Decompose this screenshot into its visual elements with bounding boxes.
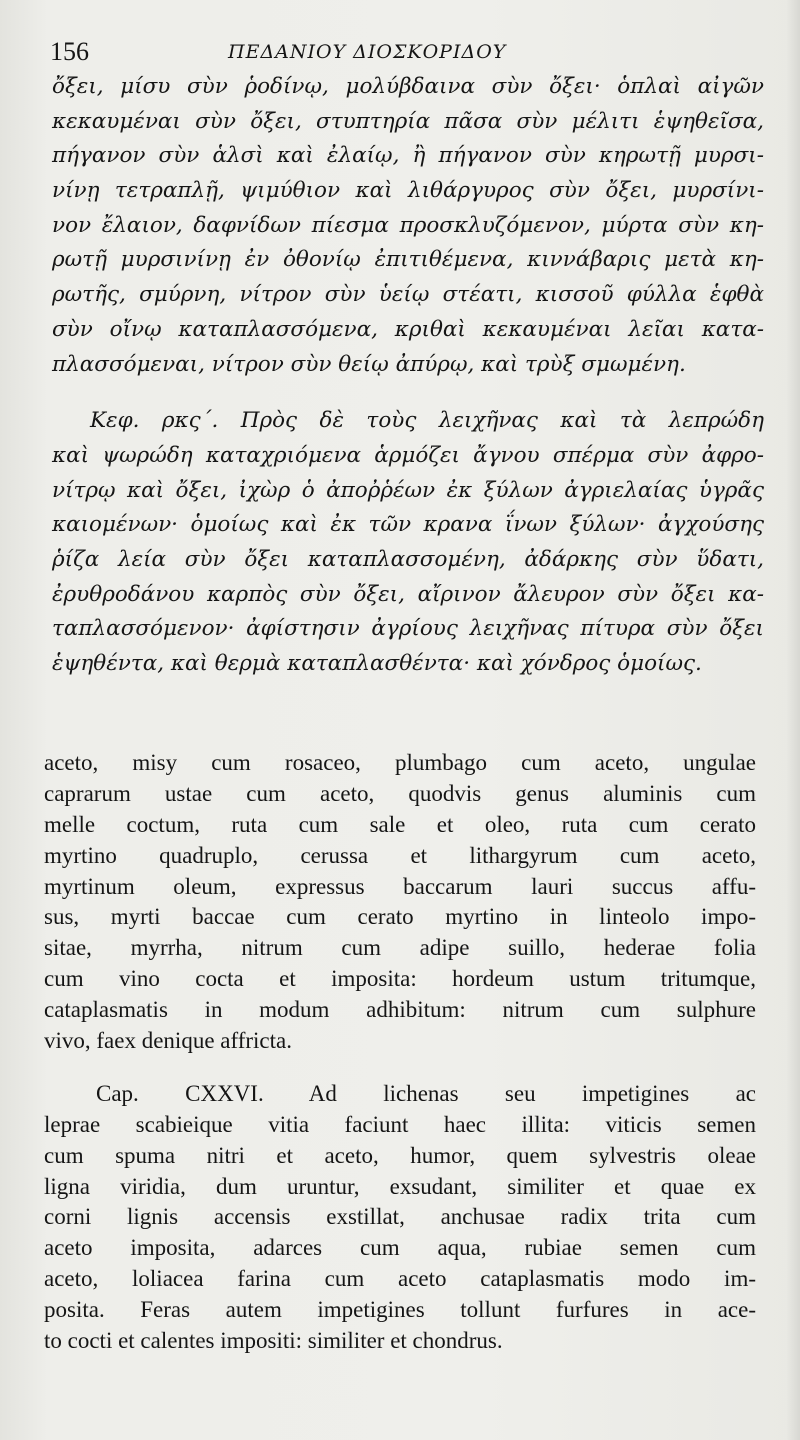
running-title: ΠΕΔΑΝΙΟΥ ΔΙΟΣΚΟΡΙΔΟΥ (228, 41, 507, 63)
latin-line: sus, myrti baccae cum cerato myrtino in linteolo impo- (44, 904, 756, 930)
greek-line: πλασσόμεναι, νίτρον σὺν θείῳ ἀπύρῳ, καὶ τρὺξ σμωμένη. (52, 351, 686, 377)
greek-line: καιομένων· ὁμοίως καὶ ἐκ τῶν κρανα ΐνων ξύλων· ἀγχούσης (52, 512, 764, 538)
greek-text (52, 70, 764, 682)
greek-line: νον ἔλαιον, δαφνίδων πίεσμα προσκλυζόμενον, μύρτα σὺν κη- (52, 212, 764, 238)
greek-line: ἐρυθροδάνου καρπὸς σὺν ὄξει, αἴρινον ἄλευρον σὺν ὄξει κα- (52, 581, 764, 607)
greek-line: ὄξει, μίσυ σὺν ῥοδίνῳ, μολύβδαινα σὺν ὄξει· ὁπλαὶ αἰγῶν (52, 74, 764, 99)
greek-line: πήγανον σὺν ἁλσὶ καὶ ἐλαίῳ, ἢ πήγανον σὺν κηρωτῇ μυρσι- (52, 143, 764, 169)
latin-line: corni lignis accensis exstillat, anchusae radix trita cum (44, 1204, 756, 1230)
greek-line: ρωτῆς, σμύρνη, νίτρον σὺν ὑείῳ στέατι, κισσοῦ φύλλα ἑφθὰ (52, 282, 764, 308)
greek-line: σὺν οἴνῳ καταπλασσόμενα, κριθαὶ κεκαυμέναι λεῖαι κατα- (52, 316, 764, 342)
latin-line: myrtino quadruplo, cerussa et lithargyrum cum aceto, (44, 842, 756, 868)
greek-chapter-heading-line: Κεφ. ρκς΄. Πρὸς δὲ τοὺς λειχῆνας καὶ τὰ λεπρώδη (90, 408, 764, 434)
latin-chapter-heading-line: Cap. CXXVI. Ad lichenas seu impetigines ac (96, 1080, 756, 1106)
paragraph-gap (52, 382, 764, 404)
latin-line: caprarum ustae cum aceto, quodvis genus aluminis cum (44, 780, 756, 806)
latin-line: aceto, misy cum rosaceo, plumbago cum aceto, ungulae (44, 750, 756, 775)
greek-line: ῥίζα λεία σὺν ὄξει καταπλασσομένη, ἀδάρκης σὺν ὕδατι, (52, 546, 764, 572)
greek-line: καὶ ψωρώδη καταχριόμενα ἁρμόζει ἄγνου σπέρμα σὺν ἀφρο- (52, 442, 764, 468)
latin-line: myrtinum oleum, expressus baccarum lauri succus affu- (44, 873, 756, 899)
greek-line: νίνῃ τετραπλῇ, ψιμύθιον καὶ λιθάργυρος σὺν ὄξει, μυρσίνι- (52, 178, 764, 204)
greek-line: ἑψηθέντα, καὶ θερμὰ καταπλασθέντα· καὶ χόνδρος ὁμοίως. (52, 651, 702, 676)
latin-line: vivo, faex denique affricta. (44, 1028, 292, 1054)
greek-line: νίτρῳ καὶ ὄξει, ἰχὼρ ὁ ἀποῤῥέων ἐκ ξύλων ἀγριελαίας ὑγρᾶς (52, 477, 764, 503)
greek-line: ταπλασσόμενον· ἀφίστησιν ἀγρίους λειχῆνας πίτυρα σὺν ὄξει (52, 616, 764, 642)
greek-line: ρωτῇ μυρσινίνῃ ἐν ὀθονίῳ ἐπιτιθέμενα, κιννάβαρις μετὰ κη- (52, 247, 764, 273)
paragraph-gap (44, 1057, 756, 1079)
latin-line: to cocti et calentes impositi: similiter et chondrus. (44, 1328, 503, 1354)
latin-line: cataplasmatis in modum adhibitum: nitrum cum sulphure (44, 997, 756, 1023)
page-number: 156 (50, 37, 89, 66)
page-edge-shadow (786, 0, 800, 1440)
latin-line: cum spuma nitri et aceto, humor, quem sylvestris oleae (44, 1142, 756, 1168)
latin-line: melle coctum, ruta cum sale et oleo, ruta cum cerato (44, 811, 756, 837)
latin-line: ligna viridia, dum uruntur, exsudant, similiter et quae ex (44, 1173, 756, 1199)
latin-line: sitae, myrrha, nitrum cum adipe suillo, hederae folia (44, 935, 756, 961)
latin-line: cum vino cocta et imposita: hordeum ustum tritumque, (44, 966, 756, 992)
latin-line: aceto imposita, adarces cum aqua, rubiae semen cum (44, 1235, 756, 1261)
latin-line: leprae scabieique vitia faciunt haec illita: viticis semen (44, 1111, 756, 1137)
latin-line: posita. Feras autem impetigines tollunt furfures in ace- (44, 1297, 756, 1323)
latin-text (44, 748, 756, 1357)
latin-line: aceto, loliacea farina cum aceto cataplasmatis modo im- (44, 1266, 756, 1292)
page-header (50, 36, 750, 70)
greek-line: κεκαυμέναι σὺν ὄξει, στυπτηρία πᾶσα σὺν μέλιτι ἑψηθεῖσα, (52, 108, 764, 134)
